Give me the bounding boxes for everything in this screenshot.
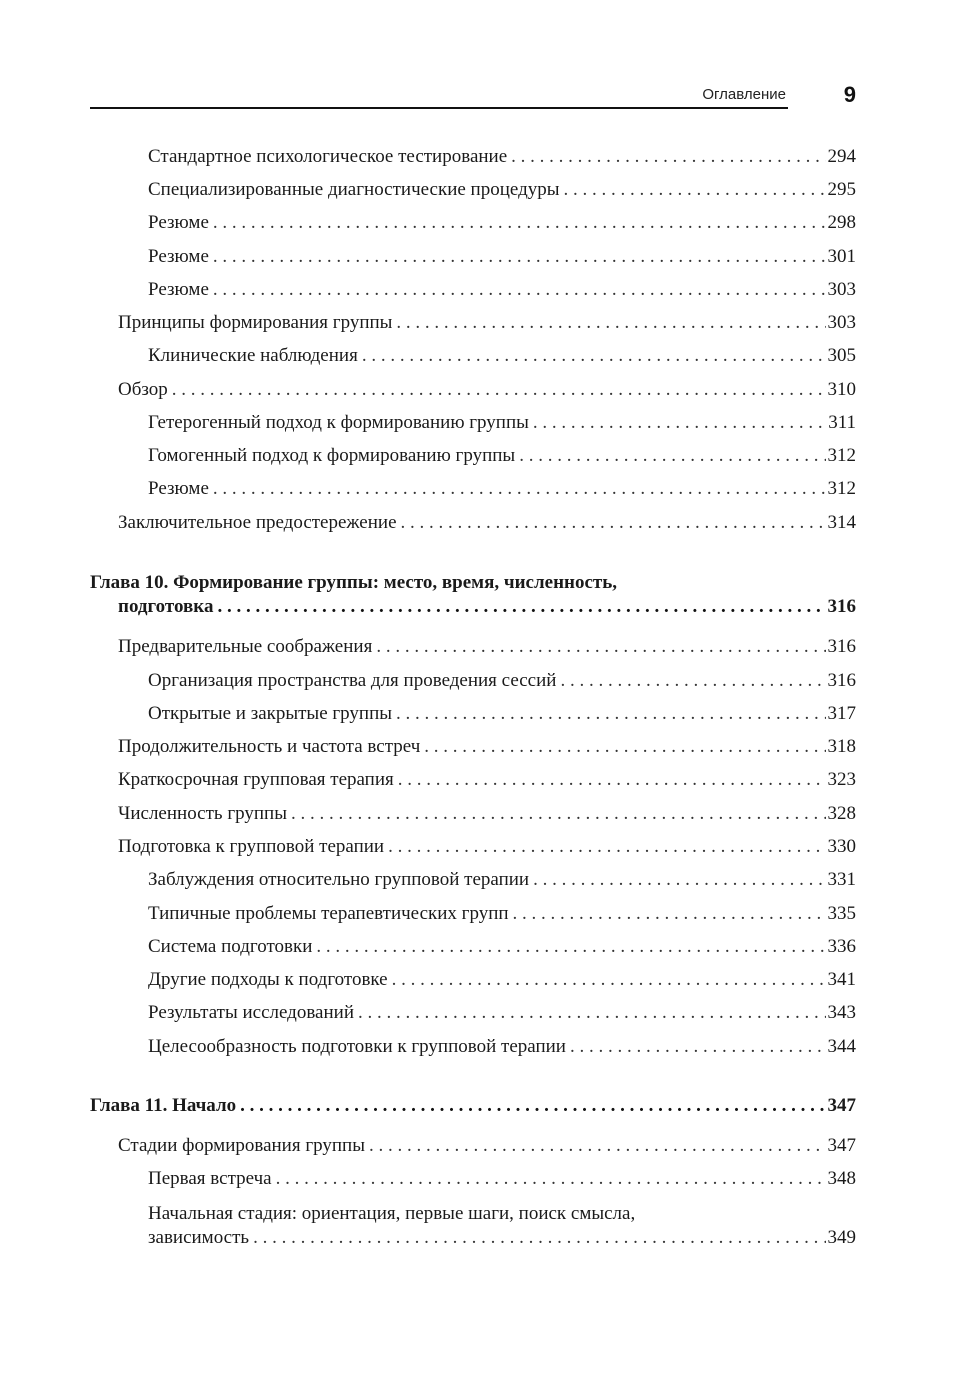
leader-dots xyxy=(388,834,825,860)
toc-entry-page: 316 xyxy=(827,670,856,691)
toc-entry-page: 294 xyxy=(827,146,856,167)
toc-entry-page: 341 xyxy=(827,969,856,990)
leader-dots xyxy=(570,1034,826,1060)
toc-entry[interactable] xyxy=(148,244,856,270)
leader-dots xyxy=(172,377,826,403)
toc-entry[interactable] xyxy=(148,443,856,469)
toc-entry[interactable] xyxy=(118,1133,856,1159)
toc-entry-page: 317 xyxy=(827,703,856,724)
toc-entry-page: 301 xyxy=(827,246,856,267)
leader-dots xyxy=(392,967,826,993)
toc-entry-page: 311 xyxy=(828,412,856,433)
toc-entry-label: Гомогенный подход к формированию группы xyxy=(148,445,516,466)
toc-entry-page: 347 xyxy=(827,1135,856,1156)
toc-entry-label: Резюме xyxy=(148,478,209,499)
leader-dots xyxy=(564,177,826,203)
leader-dots xyxy=(240,1093,825,1119)
toc-entry[interactable] xyxy=(118,801,856,827)
toc-entry-page: 318 xyxy=(827,736,856,757)
toc-entry[interactable] xyxy=(118,767,856,793)
leader-dots xyxy=(213,210,826,236)
toc-entry-page: 323 xyxy=(827,769,856,790)
toc-entry-label: Первая встреча xyxy=(148,1168,272,1189)
leader-dots xyxy=(213,476,826,502)
leader-dots xyxy=(316,934,825,960)
toc-entry-label: Целесообразность подготовки к групповой терапии xyxy=(148,1036,566,1057)
toc-entry-label: Подготовка к групповой терапии xyxy=(118,836,385,857)
leader-dots xyxy=(533,867,825,893)
leader-dots xyxy=(376,634,825,660)
leader-dots xyxy=(401,510,826,536)
leader-dots xyxy=(513,901,826,927)
leader-dots xyxy=(276,1166,826,1192)
toc-entry[interactable] xyxy=(148,701,856,727)
leader-dots xyxy=(519,443,825,469)
toc-entry-page: 347 xyxy=(827,1095,856,1116)
toc-entry-label: Клинические наблюдения xyxy=(148,345,358,366)
leader-dots xyxy=(213,277,826,303)
toc-entry-page: 349 xyxy=(827,1227,856,1248)
toc-entry-page: 314 xyxy=(827,512,856,533)
toc-entry-page: 330 xyxy=(827,836,856,857)
toc-entry-page: 316 xyxy=(827,636,856,657)
toc-entry-label: подготовка xyxy=(118,596,214,617)
toc-entry-page: 328 xyxy=(827,803,856,824)
leader-dots xyxy=(533,410,826,436)
toc-entry-label: Резюме xyxy=(148,279,209,300)
toc-entry-page: 331 xyxy=(827,869,856,890)
toc-entry[interactable] xyxy=(118,510,856,536)
toc-entry-label: Предварительные соображения xyxy=(118,636,373,657)
leader-dots xyxy=(358,1000,826,1026)
section-title: Оглавление xyxy=(702,86,786,103)
leader-dots xyxy=(424,734,825,760)
toc-entry[interactable] xyxy=(118,834,856,860)
toc-entry[interactable] xyxy=(118,377,856,403)
toc-entry-line1[interactable]: Начальная стадия: ориентация, первые шаги, поиск смысла, xyxy=(148,1203,636,1224)
leader-dots xyxy=(362,343,826,369)
toc-entry-label: Стадии формирования группы xyxy=(118,1135,365,1156)
toc-entry-page: 295 xyxy=(827,179,856,200)
toc-entry-label: Система подготовки xyxy=(148,936,313,957)
toc-entry[interactable] xyxy=(118,734,856,760)
chapter-10-entry[interactable] xyxy=(118,594,856,620)
leader-dots xyxy=(217,594,825,620)
toc-entry-label: Открытые и закрытые группы xyxy=(148,703,393,724)
toc-entry[interactable] xyxy=(148,343,856,369)
toc-entry-label: Обзор xyxy=(118,379,168,400)
toc-entry-page: 343 xyxy=(827,1002,856,1023)
toc-entry-page: 303 xyxy=(827,279,856,300)
toc-entry-label: Заблуждения относительно групповой терапии xyxy=(148,869,530,890)
toc-entry[interactable] xyxy=(148,1000,856,1026)
toc-entry-label: Принципы формирования группы xyxy=(118,312,393,333)
toc-entry[interactable] xyxy=(148,668,856,694)
toc-entry-page: 310 xyxy=(827,379,856,400)
toc-entry-label: зависимость xyxy=(148,1227,250,1248)
toc-entry-label: Типичные проблемы терапевтических групп xyxy=(148,903,509,924)
chapter-10-title-line1[interactable]: Глава 10. Формирование группы: место, время, численность, xyxy=(90,572,618,593)
toc-entry-page: 303 xyxy=(827,312,856,333)
leader-dots xyxy=(369,1133,826,1159)
toc-entry[interactable] xyxy=(148,867,856,893)
toc-entry-page: 335 xyxy=(827,903,856,924)
toc-entry[interactable] xyxy=(148,934,856,960)
toc-entry-label: Продолжительность и частота встреч xyxy=(118,736,421,757)
leader-dots xyxy=(560,668,825,694)
toc-entry[interactable] xyxy=(118,310,856,336)
toc-entry[interactable] xyxy=(148,177,856,203)
toc-entry-label: Краткосрочная групповая терапия xyxy=(118,769,394,790)
leader-dots xyxy=(396,701,825,727)
toc-entry-page: 336 xyxy=(827,936,856,957)
toc-entry-label: Численность группы xyxy=(118,803,287,824)
toc-entry-page: 312 xyxy=(827,445,856,466)
leader-dots xyxy=(398,767,826,793)
leader-dots xyxy=(396,310,825,336)
chapter-11-entry[interactable] xyxy=(90,1093,856,1119)
leader-dots xyxy=(213,244,826,270)
toc-entry-label: Организация пространства для проведения сессий xyxy=(148,670,557,691)
toc-entry[interactable] xyxy=(148,410,856,436)
toc-entry-label: Специализированные диагностические процедуры xyxy=(148,179,560,200)
toc-entry-label: Другие подходы к подготовке xyxy=(148,969,388,990)
toc-entry-page: 348 xyxy=(827,1168,856,1189)
toc-entry[interactable] xyxy=(148,144,856,170)
toc-entry-label: Резюме xyxy=(148,246,209,267)
leader-dots xyxy=(253,1225,825,1251)
toc-entry-label: Стандартное психологическое тестирование xyxy=(148,146,508,167)
toc-entry[interactable] xyxy=(118,634,856,660)
toc-entry-page: 298 xyxy=(827,212,856,233)
page-number: 9 xyxy=(843,82,856,107)
toc-entry-page: 305 xyxy=(827,345,856,366)
toc-entry[interactable] xyxy=(148,901,856,927)
toc-entry-label: Заключительное предостережение xyxy=(118,512,397,533)
toc-entry[interactable] xyxy=(148,1034,856,1060)
toc-entry-label: Гетерогенный подход к формированию группы xyxy=(148,412,529,433)
toc-entry-label: Результаты исследований xyxy=(148,1002,354,1023)
toc-entry-page: 344 xyxy=(827,1036,856,1057)
toc-entry[interactable] xyxy=(148,210,856,236)
toc-entry[interactable] xyxy=(148,967,856,993)
leader-dots xyxy=(291,801,826,827)
toc-entry-label: Глава 11. Начало xyxy=(90,1095,237,1116)
toc-entry-label: Резюме xyxy=(148,212,209,233)
toc-entry[interactable] xyxy=(148,1166,856,1192)
toc-entry-page: 316 xyxy=(827,596,856,617)
leader-dots xyxy=(511,144,825,170)
toc-entry[interactable] xyxy=(148,1225,856,1251)
toc-entry[interactable] xyxy=(148,476,856,502)
toc-entry-page: 312 xyxy=(827,478,856,499)
toc-entry[interactable] xyxy=(148,277,856,303)
